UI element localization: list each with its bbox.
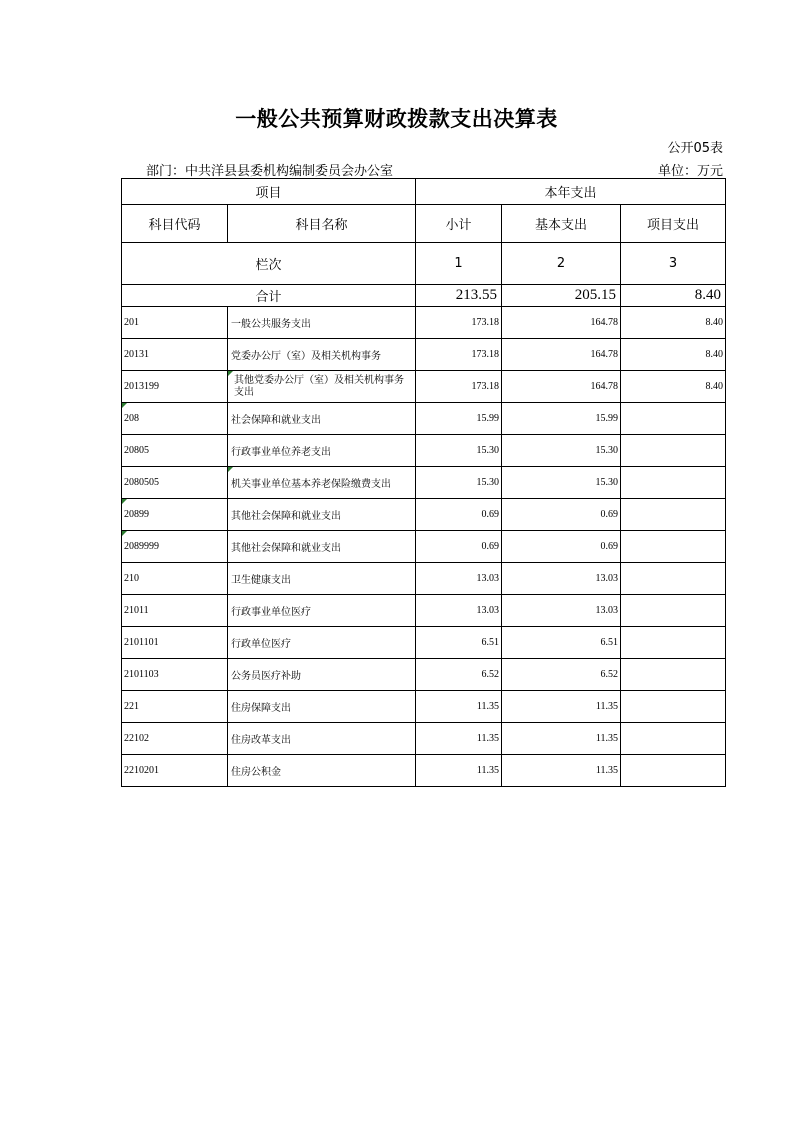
row-name: 其他社会保障和就业支出 — [228, 499, 416, 531]
form-number: 公开05表 — [667, 141, 723, 156]
row-code: 21011 — [122, 595, 228, 627]
row-basic: 164.78 — [502, 339, 621, 371]
header-row-1 — [122, 179, 726, 205]
header-subtotal: 小计 — [416, 205, 502, 243]
column-order-2: 2 — [502, 243, 621, 285]
row-basic: 0.69 — [502, 531, 621, 563]
table-row — [122, 435, 726, 467]
total-subtotal: 213.55 — [416, 285, 502, 307]
header-basic: 基本支出 — [502, 205, 621, 243]
row-name: 党委办公厅（室）及相关机构事务 — [228, 339, 416, 371]
row-name: 住房公积金 — [228, 755, 416, 787]
row-basic: 15.99 — [502, 403, 621, 435]
row-subtotal: 15.99 — [416, 403, 502, 435]
row-code: 2080505 — [122, 467, 228, 499]
row-basic: 13.03 — [502, 563, 621, 595]
row-code: 22102 — [122, 723, 228, 755]
row-name: 行政事业单位养老支出 — [228, 435, 416, 467]
table-row — [122, 659, 726, 691]
table-row — [122, 691, 726, 723]
row-subtotal: 0.69 — [416, 531, 502, 563]
column-order-label: 栏次 — [122, 243, 416, 285]
table-row — [122, 595, 726, 627]
row-subtotal: 15.30 — [416, 467, 502, 499]
row-name: 社会保障和就业支出 — [228, 403, 416, 435]
table-row — [122, 403, 726, 435]
row-subtotal: 173.18 — [416, 307, 502, 339]
row-subtotal: 0.69 — [416, 499, 502, 531]
row-project: 8.40 — [621, 307, 726, 339]
row-project — [621, 595, 726, 627]
row-subtotal: 173.18 — [416, 339, 502, 371]
row-project — [621, 723, 726, 755]
row-name: 行政单位医疗 — [228, 627, 416, 659]
total-project: 8.40 — [621, 285, 726, 307]
table-row — [122, 499, 726, 531]
row-project — [621, 499, 726, 531]
row-basic: 11.35 — [502, 691, 621, 723]
total-basic: 205.15 — [502, 285, 621, 307]
row-basic: 11.35 — [502, 755, 621, 787]
row-code: 221 — [122, 691, 228, 723]
row-code: 2210201 — [122, 755, 228, 787]
table-row — [122, 755, 726, 787]
table-row — [122, 339, 726, 371]
row-project — [621, 563, 726, 595]
row-project — [621, 755, 726, 787]
row-project — [621, 531, 726, 563]
header-name: 科目名称 — [228, 205, 416, 243]
row-code: 2101103 — [122, 659, 228, 691]
row-basic: 15.30 — [502, 467, 621, 499]
total-label: 合计 — [122, 285, 416, 307]
row-name: 行政事业单位医疗 — [228, 595, 416, 627]
column-order-row — [122, 243, 726, 285]
row-project: 8.40 — [621, 371, 726, 403]
row-subtotal: 13.03 — [416, 563, 502, 595]
row-name: 其他党委办公厅（室）及相关机构事务支出 — [228, 371, 416, 403]
total-row — [122, 285, 726, 307]
column-order-1: 1 — [416, 243, 502, 285]
row-subtotal: 173.18 — [416, 371, 502, 403]
row-name: 一般公共服务支出 — [228, 307, 416, 339]
row-project — [621, 467, 726, 499]
row-basic: 164.78 — [502, 371, 621, 403]
row-subtotal: 11.35 — [416, 691, 502, 723]
row-basic: 164.78 — [502, 307, 621, 339]
department-label: 部门：中共洋县县委机构编制委员会办公室 — [146, 164, 394, 179]
header-project: 项目支出 — [621, 205, 726, 243]
row-name: 其他社会保障和就业支出 — [228, 531, 416, 563]
row-code: 210 — [122, 563, 228, 595]
row-name: 住房保障支出 — [228, 691, 416, 723]
row-code: 2089999 — [122, 531, 228, 563]
row-name: 住房改革支出 — [228, 723, 416, 755]
row-project — [621, 435, 726, 467]
expenditure-table — [121, 178, 726, 787]
row-subtotal: 6.51 — [416, 627, 502, 659]
row-subtotal: 15.30 — [416, 435, 502, 467]
row-subtotal: 13.03 — [416, 595, 502, 627]
table-row — [122, 531, 726, 563]
table-row — [122, 307, 726, 339]
row-name: 卫生健康支出 — [228, 563, 416, 595]
page-title: 一般公共预算财政拨款支出决算表 — [235, 107, 558, 131]
header-code: 科目代码 — [122, 205, 228, 243]
row-project — [621, 691, 726, 723]
row-code: 2013199 — [122, 371, 228, 403]
row-basic: 6.51 — [502, 627, 621, 659]
table-row — [122, 563, 726, 595]
row-project: 8.40 — [621, 339, 726, 371]
row-project — [621, 403, 726, 435]
row-basic: 11.35 — [502, 723, 621, 755]
row-code: 20131 — [122, 339, 228, 371]
row-code: 201 — [122, 307, 228, 339]
row-subtotal: 11.35 — [416, 723, 502, 755]
row-subtotal: 11.35 — [416, 755, 502, 787]
row-name: 机关事业单位基本养老保险缴费支出 — [228, 467, 416, 499]
row-code: 20805 — [122, 435, 228, 467]
column-order-3: 3 — [621, 243, 726, 285]
header-row-2 — [122, 205, 726, 243]
header-item: 项目 — [122, 179, 416, 205]
row-subtotal: 6.52 — [416, 659, 502, 691]
row-basic: 6.52 — [502, 659, 621, 691]
row-basic: 13.03 — [502, 595, 621, 627]
header-current-year: 本年支出 — [416, 179, 726, 205]
row-basic: 15.30 — [502, 435, 621, 467]
unit-label: 单位：万元 — [657, 164, 723, 179]
table-row — [122, 627, 726, 659]
row-name: 公务员医疗补助 — [228, 659, 416, 691]
table-row — [122, 723, 726, 755]
row-project — [621, 627, 726, 659]
row-code: 2101101 — [122, 627, 228, 659]
row-project — [621, 659, 726, 691]
row-code: 208 — [122, 403, 228, 435]
row-basic: 0.69 — [502, 499, 621, 531]
table-row — [122, 371, 726, 403]
row-code: 20899 — [122, 499, 228, 531]
table-row — [122, 467, 726, 499]
